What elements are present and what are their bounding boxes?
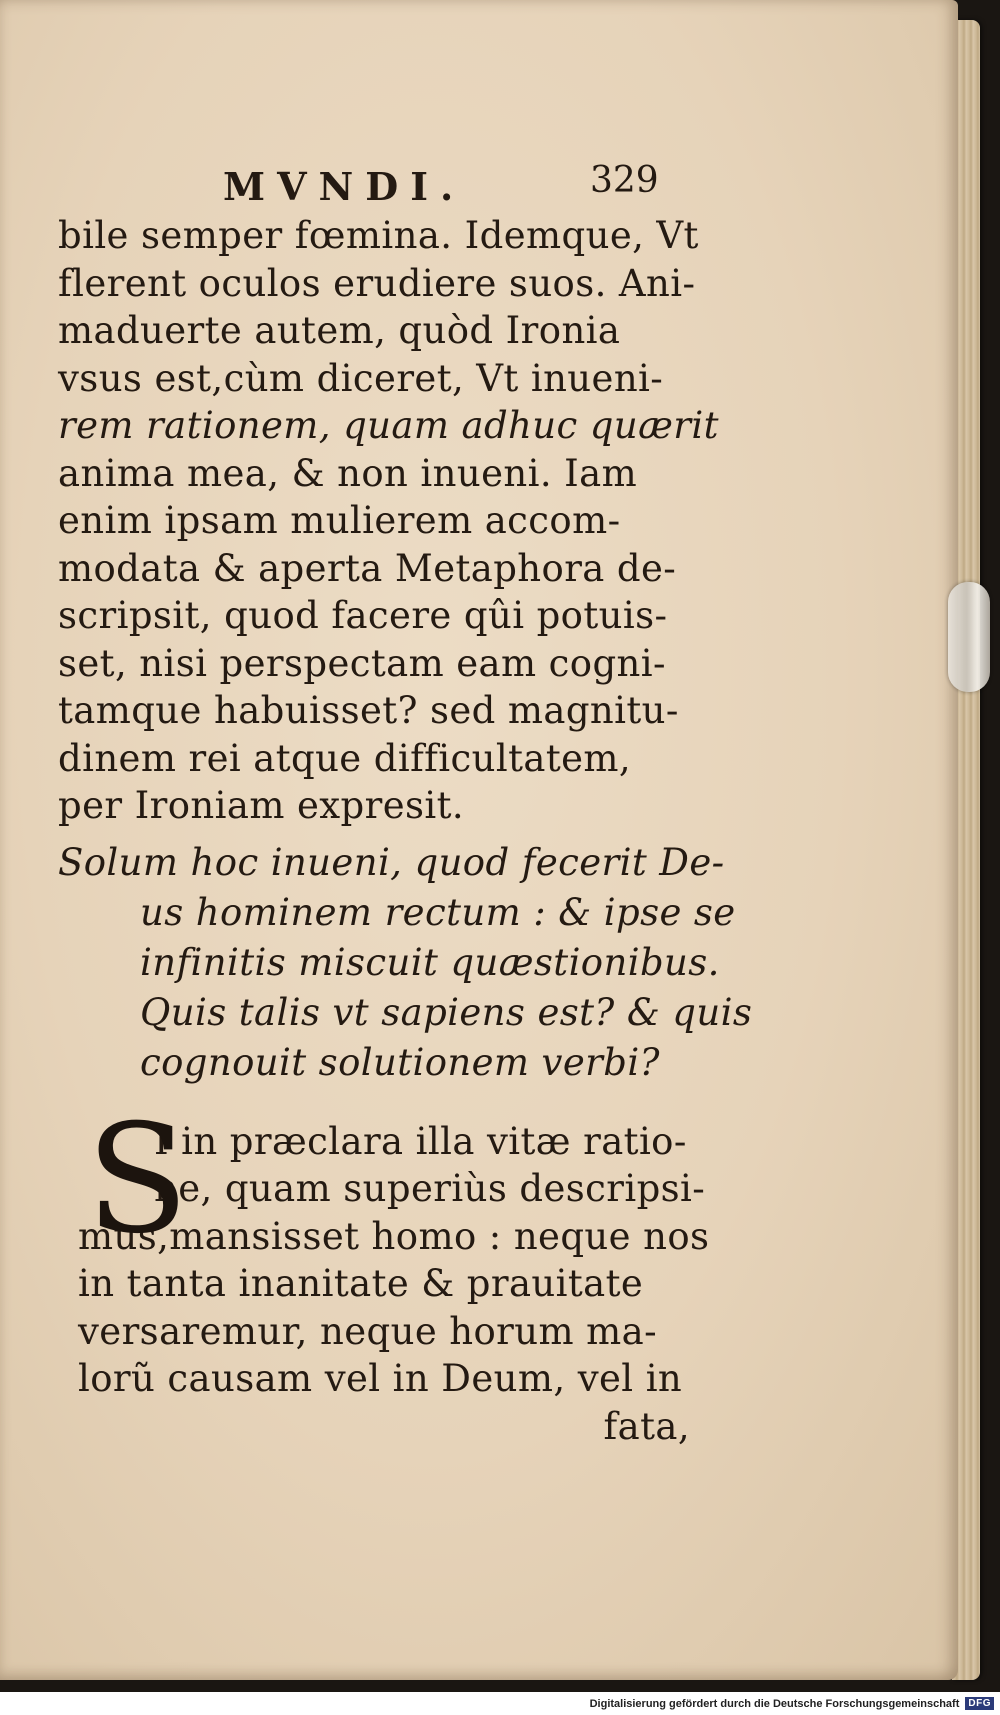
body-line: enim ipsam mulierem accom- xyxy=(58,499,621,542)
page-header xyxy=(58,158,698,212)
catchword: fata, xyxy=(603,1404,690,1448)
funding-credit: Digitalisierung gefördert durch die Deutsche Forschungsgemeinschaft xyxy=(589,1697,960,1710)
running-title: MVNDI. xyxy=(223,164,466,209)
quote-line: cognouit solutionem verbi? xyxy=(140,1040,660,1084)
paragraph-line: mus,mansisset homo : neque nos xyxy=(78,1214,710,1258)
paragraph-line: ne, quam superiùs descripsi- xyxy=(154,1167,706,1210)
page-text xyxy=(58,158,753,1450)
page-clip xyxy=(948,582,990,692)
quote-line: Quis talis vt sapiens est? & quis xyxy=(140,990,753,1034)
body-line: rem rationem, quam adhuc quærit xyxy=(58,404,719,447)
body-line: bile semper fœmina. Idemque, Vt xyxy=(58,214,699,257)
digitization-footer xyxy=(0,1692,1000,1715)
quote-line: us hominem rectum : & ipse se xyxy=(140,890,736,934)
paragraph-line: lorũ causam vel in Deum, vel in xyxy=(78,1357,683,1400)
paragraph-line: I in præclara illa vitæ ratio- xyxy=(154,1119,687,1163)
body-line: scripsit, quod facere qûi potuis- xyxy=(58,594,668,637)
body-line: tamque habuisset? sed magnitu- xyxy=(58,689,679,732)
scripture-quote xyxy=(58,838,753,1088)
body-line: per Ironiam expresit. xyxy=(58,784,465,827)
body-line: dinem rei atque difficultatem, xyxy=(58,736,632,780)
dfg-logo-icon: DFG xyxy=(965,1697,994,1710)
page-number: 329 xyxy=(590,160,659,201)
body-line: maduerte autem, quòd Ironia xyxy=(58,309,621,352)
drop-cap: S xyxy=(86,1092,189,1267)
body-text xyxy=(58,212,719,830)
body-line: modata & aperta Metaphora de- xyxy=(58,546,677,590)
quote-line: Solum hoc inueni, quod fecerit De- xyxy=(58,840,725,884)
body-line: set, nisi perspectam eam cogni- xyxy=(58,641,666,685)
paragraph-line: versaremur, neque horum ma- xyxy=(78,1309,657,1353)
body-line: flerent oculos erudiere suos. Ani- xyxy=(58,261,696,305)
body-line: vsus est,cùm diceret, Vt inueni- xyxy=(58,356,664,400)
quote-line: infinitis miscuit quæstionibus. xyxy=(140,940,720,984)
new-paragraph xyxy=(58,1092,710,1451)
body-line: anima mea, & non inueni. Iam xyxy=(58,451,638,495)
paragraph-line: in tanta inanitate & prauitate xyxy=(78,1262,644,1305)
